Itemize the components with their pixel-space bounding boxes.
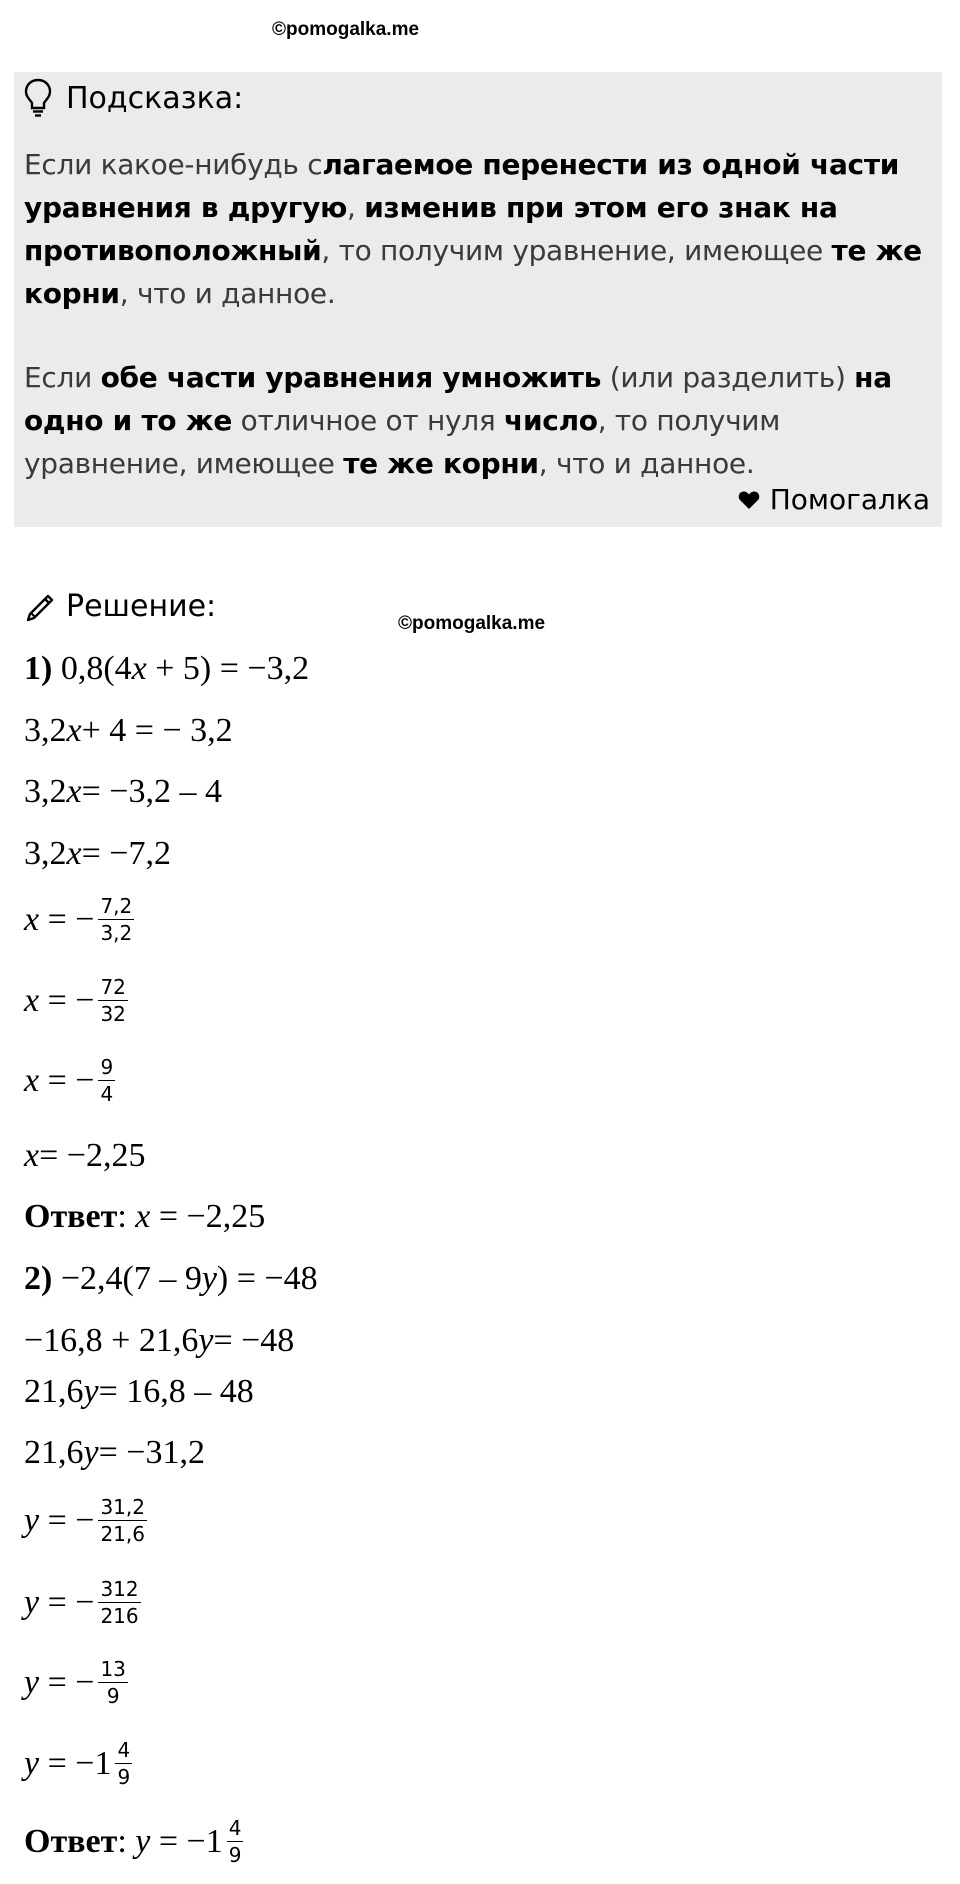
fraction-step [24, 1576, 141, 1629]
answer-label: Ответ [24, 1198, 118, 1235]
solution-title: Решение: [66, 588, 217, 624]
watermark-top: ©pomogalka.me [272, 19, 420, 40]
emphasis-text: число [504, 404, 598, 437]
answer-value: y = −1 [135, 1822, 223, 1860]
hint-title: Подсказка: [66, 80, 244, 116]
numerator: 72 [100, 975, 126, 999]
plain-text: Если какое-нибудь с [24, 148, 323, 181]
denominator: 9 [106, 1684, 120, 1708]
denominator: 9 [117, 1765, 131, 1789]
answer-1: Ответ : x = −2,25 [24, 1198, 266, 1235]
problem-1-equation: 0,8(4x + 5) = −3,2 [60, 650, 310, 687]
emphasis-text: изменив при этом его знак на противоположный [24, 191, 838, 267]
fraction [98, 1054, 115, 1107]
fraction-step [24, 1656, 128, 1709]
fraction-lhs: x = − [24, 1061, 95, 1099]
emphasis-text: обе части уравнения умножить [100, 361, 602, 394]
plain-text: , [347, 191, 365, 224]
emphasis-text: лагаемое перенести из одной части уравнения в другую [24, 148, 900, 224]
emphasis-text: на одно и то же [24, 361, 892, 437]
emphasis-text: те же корни [343, 447, 539, 480]
plain-text: , то получим уравнение, имеющее [321, 234, 832, 267]
fraction [98, 893, 134, 946]
numerator: 312 [100, 1577, 139, 1601]
step-line: 21,6 y = −31,2 [24, 1434, 205, 1471]
denominator: 32 [100, 1002, 126, 1026]
fraction [98, 974, 127, 1027]
plain-text: , что и данное. [538, 447, 755, 480]
fraction [98, 1494, 147, 1547]
fraction-step [24, 1054, 115, 1107]
answer-label: Ответ [24, 1822, 118, 1860]
hint-paragraph-2 [24, 356, 934, 485]
denominator: 216 [100, 1604, 139, 1628]
fraction-lhs: y = −1 [24, 1744, 112, 1782]
problem-1-label: 1) [24, 650, 53, 687]
denominator: 9 [228, 1843, 242, 1867]
plain-text: , то получим уравнение, имеющее [24, 404, 781, 480]
signature-text: Помогалка [769, 483, 930, 516]
step-line: 3,2 x = −3,2 – 4 [24, 773, 222, 810]
problem-1 [24, 650, 309, 688]
fraction-lhs: y = − [24, 1583, 95, 1621]
denominator: 21,6 [100, 1522, 145, 1546]
denominator: 4 [100, 1082, 114, 1106]
heart-icon [738, 490, 760, 510]
problem-2-equation: −2,4(7 – 9y) = −48 [60, 1260, 318, 1297]
numerator: 4 [117, 1738, 131, 1762]
plain-text: отличное от нуля [232, 404, 505, 437]
plain-text: (или разделить) [601, 361, 855, 394]
fraction [98, 1656, 127, 1709]
problem-2 [24, 1260, 318, 1298]
fraction-lhs: x = − [24, 900, 95, 938]
plain-text: Если [24, 361, 101, 394]
emphasis-text: те же корни [24, 234, 922, 310]
denominator: 3,2 [100, 921, 133, 945]
solution-header [24, 588, 216, 624]
fraction-step [24, 1494, 147, 1547]
fraction [227, 1815, 244, 1868]
fraction [115, 1737, 132, 1790]
step-line: −16,8 + 21,6 y = −48 [24, 1322, 295, 1359]
numerator: 13 [100, 1657, 126, 1681]
answer-value: x = −2,25 [135, 1198, 266, 1235]
hint-paragraph-1 [24, 143, 934, 315]
numerator: 4 [228, 1816, 242, 1840]
pencil-icon [24, 588, 60, 624]
problem-2-label: 2) [24, 1260, 53, 1297]
step-line: 3,2 x + 4 = − 3,2 [24, 712, 233, 749]
lightbulb-icon [24, 78, 52, 118]
hint-header [24, 78, 243, 118]
numerator: 9 [100, 1055, 114, 1079]
plain-text: , что и данное. [119, 277, 336, 310]
fraction-step [24, 974, 128, 1027]
fraction-lhs: y = − [24, 1663, 95, 1701]
watermark-middle: ©pomogalka.me [398, 613, 546, 634]
step-line: 21,6 y = 16,8 – 48 [24, 1373, 254, 1410]
fraction [98, 1576, 140, 1629]
step-line: 3,2 x = −7,2 [24, 835, 171, 872]
answer-2: Ответ : y = −1 $\frac{4}{9}$ [24, 1816, 242, 1867]
hint-signature [738, 483, 930, 516]
fraction-lhs: y = − [24, 1501, 95, 1539]
fraction-lhs: x = − [24, 981, 95, 1019]
numerator: 31,2 [100, 1495, 145, 1519]
result-line: x = −2,25 [24, 1137, 146, 1174]
fraction-step [24, 1737, 132, 1790]
numerator: 7,2 [100, 894, 133, 918]
fraction-step [24, 893, 134, 946]
